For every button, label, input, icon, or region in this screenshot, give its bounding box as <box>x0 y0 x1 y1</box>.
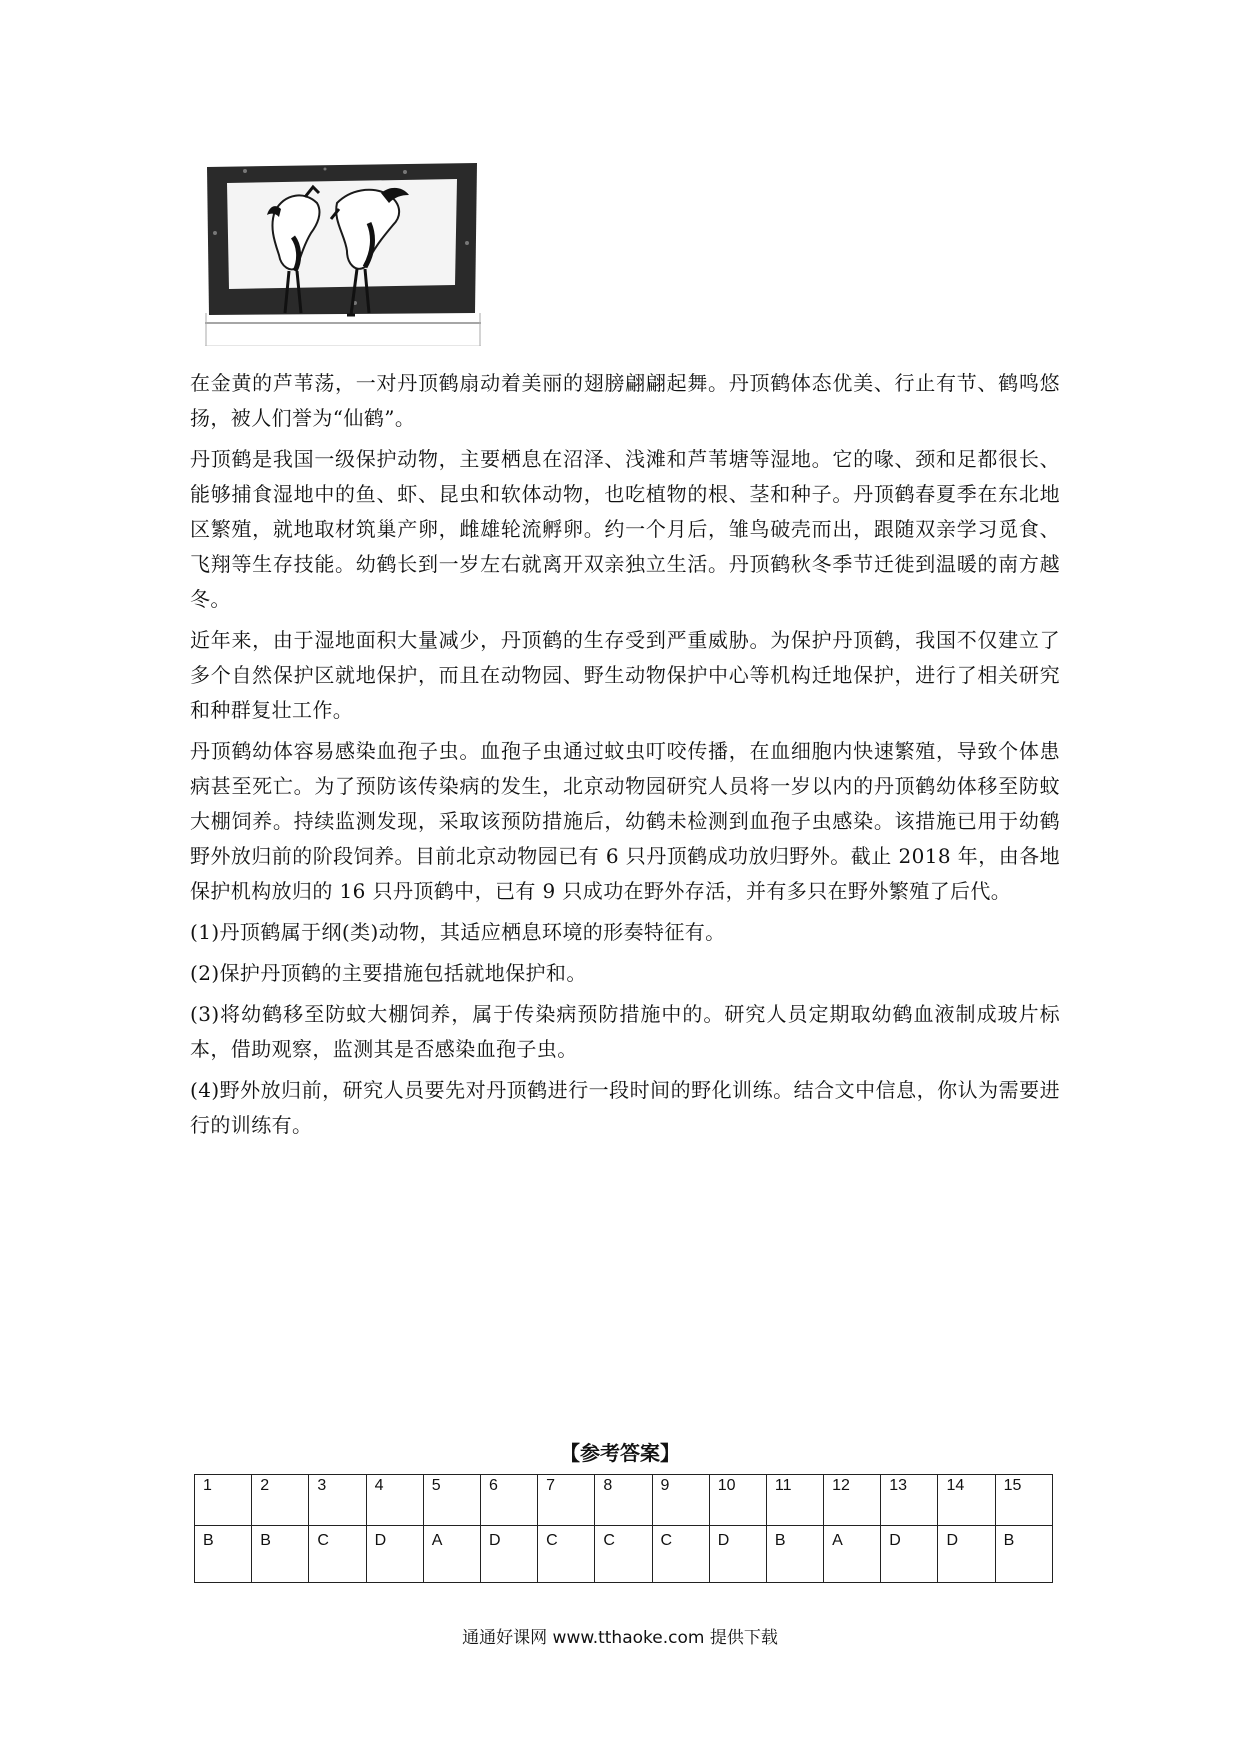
question-number: 1 <box>195 1475 252 1526</box>
crane-figure <box>205 163 481 346</box>
answer-value: B <box>195 1526 252 1583</box>
answer-value: C <box>309 1526 366 1583</box>
paragraph-intro: 在金黄的芦苇荡，一对丹顶鹤扇动着美丽的翅膀翩翩起舞。丹顶鹤体态优美、行止有节、鹤鸣悠扬，被人们誉为“仙鹤”。 <box>190 371 1060 430</box>
answer-value: A <box>824 1526 881 1583</box>
answer-value: D <box>881 1526 938 1583</box>
paragraph-disease: 丹顶鹤幼体容易感染血孢子虫。血孢子虫通过蚊虫叮咬传播，在血细胞内快速繁殖，导致个体患病甚至死亡。为了预防该传染病的发生，北京动物园研究人员将一岁以内的丹顶鹤幼体移至防蚊大棚饲养。持续监测发现，采取该预防措施后，幼鹤未检测到血孢子虫感染。该措施已用于幼鹤野外放归前的阶段饲养。目前北京动物园已有 6 只丹顶鹤成功放归野外。截止 2018 年，由各地保护机构放归的 16 只丹顶鹤中，已有 9 只成功在野外存活，并有多只在野外繁殖了后代。 <box>190 739 1060 903</box>
answer-value-row <box>195 1526 1053 1583</box>
question-number: 14 <box>938 1475 995 1526</box>
answer-section-title: 【参考答案】 <box>560 1441 680 1465</box>
footer-download-note: 通通好课网 www.tthaoke.com 提供下载 <box>462 1628 778 1648</box>
question-number: 9 <box>652 1475 709 1526</box>
question-number: 13 <box>881 1475 938 1526</box>
question-number: 3 <box>309 1475 366 1526</box>
question-number: 5 <box>423 1475 480 1526</box>
question-4: (4)野外放归前，研究人员要先对丹顶鹤进行一段时间的野化训练。结合文中信息，你认为需要进行的训练有。 <box>190 1078 1060 1137</box>
passage <box>190 366 1060 1149</box>
paragraph-habitat: 丹顶鹤是我国一级保护动物，主要栖息在沼泽、浅滩和芦苇塘等湿地。它的喙、颈和足都很长、能够捕食湿地中的鱼、虾、昆虫和软体动物，也吃植物的根、茎和种子。丹顶鹤春夏季在东北地区繁殖，就地取材筑巢产卵，雌雄轮流孵卵。约一个月后，雏鸟破壳而出，跟随双亲学习觅食、飞翔等生存技能。幼鹤长到一岁左右就离开双亲独立生活。丹顶鹤秋冬季节迁徙到温暖的南方越冬。 <box>190 447 1060 611</box>
crane-dance-illustration-icon <box>205 163 481 346</box>
question-number: 12 <box>824 1475 881 1526</box>
answer-value: D <box>938 1526 995 1583</box>
question-number: 10 <box>709 1475 766 1526</box>
answer-value: C <box>595 1526 652 1583</box>
question-number: 15 <box>995 1475 1052 1526</box>
answer-table <box>194 1474 1053 1583</box>
question-number: 4 <box>366 1475 423 1526</box>
question-3: (3)将幼鹤移至防蚊大棚饲养，属于传染病预防措施中的。研究人员定期取幼鹤血液制成玻片标本，借助观察，监测其是否感染血孢子虫。 <box>190 1002 1060 1061</box>
question-1: (1)丹顶鹤属于纲(类)动物，其适应栖息环境的形奏特征有。 <box>190 920 726 944</box>
answer-value: D <box>480 1526 537 1583</box>
question-number: 8 <box>595 1475 652 1526</box>
answer-value: A <box>423 1526 480 1583</box>
answer-value: B <box>252 1526 309 1583</box>
answer-value: B <box>995 1526 1052 1583</box>
answer-value: C <box>538 1526 595 1583</box>
question-number: 6 <box>480 1475 537 1526</box>
question-number: 7 <box>538 1475 595 1526</box>
paragraph-protection: 近年来，由于湿地面积大量减少，丹顶鹤的生存受到严重威胁。为保护丹顶鹤，我国不仅建立了多个自然保护区就地保护，而且在动物园、野生动物保护中心等机构迁地保护，进行了相关研究和种群复壮工作。 <box>190 628 1060 722</box>
answer-value: B <box>766 1526 823 1583</box>
question-2: (2)保护丹顶鹤的主要措施包括就地保护和。 <box>190 961 587 985</box>
answer-value: D <box>709 1526 766 1583</box>
answer-value: D <box>366 1526 423 1583</box>
question-number: 2 <box>252 1475 309 1526</box>
answer-value: C <box>652 1526 709 1583</box>
answer-number-row <box>195 1475 1053 1526</box>
question-number: 11 <box>766 1475 823 1526</box>
